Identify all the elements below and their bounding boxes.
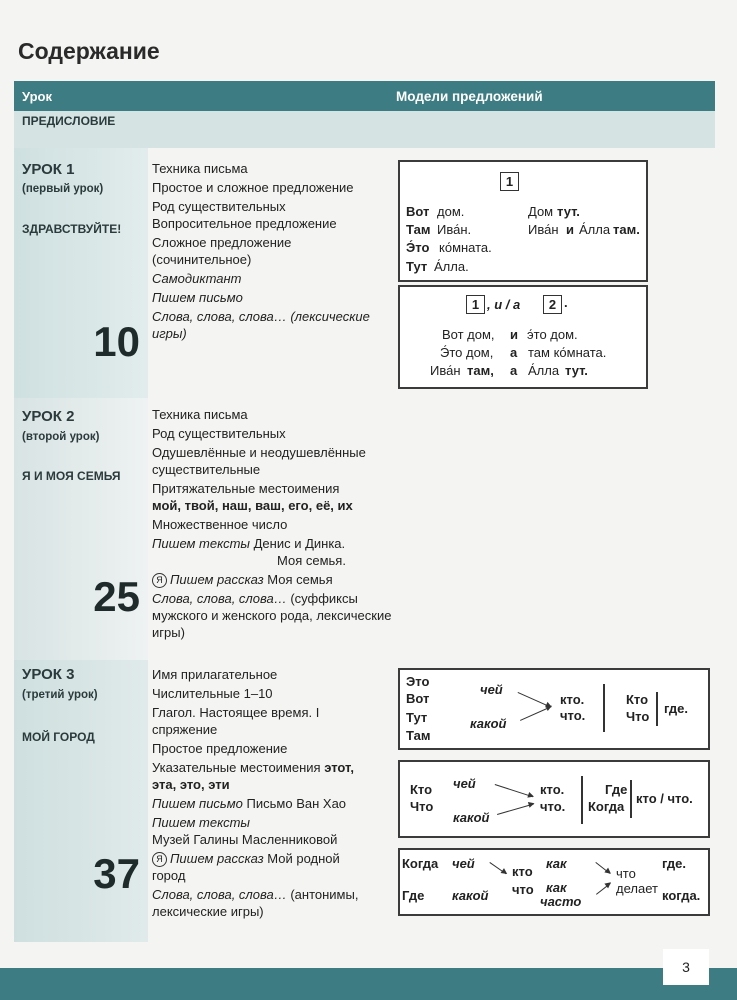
- word: Что: [626, 709, 650, 724]
- word: там,: [467, 363, 494, 378]
- topic: Род существительных: [152, 199, 286, 214]
- word: чей: [452, 856, 475, 871]
- topic: эта, это, эти: [152, 777, 230, 792]
- model-box-3: [398, 668, 710, 750]
- topic: Сложное предложение (сочинительное): [152, 235, 292, 267]
- lesson-2-sub: (второй урок): [22, 431, 100, 443]
- topic: (антонимы, лексические игры): [152, 887, 359, 920]
- word: как: [546, 880, 567, 895]
- model-box-1: [398, 160, 648, 282]
- word: какой: [470, 716, 507, 731]
- topic: Слова, слова, слова…: [152, 887, 287, 903]
- header-lesson: Урок: [22, 89, 52, 104]
- word: а: [510, 363, 518, 378]
- word: там.: [613, 222, 640, 237]
- arrow-icon: [497, 804, 534, 815]
- word: Там: [406, 728, 431, 743]
- lesson-2-head: УРОК 2: [22, 408, 75, 425]
- word: Ива́н.: [437, 222, 472, 237]
- word: Ива́н: [430, 363, 461, 378]
- topic: Простое предложение: [152, 741, 288, 756]
- arrow-icon: [595, 862, 610, 874]
- word: когда.: [662, 888, 701, 903]
- word: э́то дом.: [527, 327, 578, 342]
- model-number: 2: [543, 295, 562, 314]
- word: Вот дом,: [442, 327, 495, 342]
- lesson-3-cell: [14, 660, 148, 942]
- topic-line: [152, 535, 402, 552]
- topic: Пишем тексты: [152, 815, 250, 830]
- word: делает: [616, 881, 658, 896]
- word: там ко́мната.: [528, 345, 607, 360]
- topic: Вопросительное предложение: [152, 216, 337, 231]
- topic-line: [152, 590, 402, 641]
- topic-line: [152, 759, 392, 776]
- topic-line: [152, 795, 392, 812]
- lesson-3-name: МОЙ ГОРОД: [22, 730, 95, 744]
- conjunction: , и / а: [487, 297, 521, 312]
- topic: Моя семья: [267, 572, 333, 587]
- word: Что: [410, 799, 434, 814]
- word: .: [564, 295, 568, 310]
- topic: Моя семья.: [277, 553, 346, 568]
- lesson-2-page: 25: [93, 573, 140, 620]
- word: где.: [664, 701, 689, 716]
- word: что: [616, 866, 636, 881]
- word: ко́мната.: [439, 240, 492, 255]
- lesson-1-topics: [152, 160, 392, 344]
- word: Вот: [406, 691, 430, 706]
- lesson-2-cell: [14, 398, 148, 660]
- word: Когда: [588, 799, 625, 814]
- word: какой: [452, 888, 489, 903]
- table-header: [14, 81, 715, 111]
- model-box-2: [398, 285, 648, 389]
- word: а: [510, 345, 518, 360]
- topic-line: [152, 571, 402, 588]
- word: что: [512, 882, 534, 897]
- word: Это: [406, 674, 430, 689]
- divider: [603, 684, 605, 732]
- topic: Пишем письмо: [152, 290, 243, 305]
- lesson-1-cell: [14, 148, 148, 398]
- word: Кто: [626, 692, 649, 707]
- word: А́лла: [579, 222, 611, 237]
- topic: Самодиктант: [152, 271, 242, 286]
- topic: Мой родной город: [152, 851, 340, 884]
- word: А́лла.: [434, 259, 469, 274]
- topic: Денис и Динка.: [253, 536, 346, 551]
- topic: мой, твой, наш, ваш, его, её, их: [152, 498, 353, 513]
- topic: Род существительных: [152, 426, 286, 441]
- lesson-3-topics: [152, 666, 392, 922]
- word: Кто: [410, 782, 433, 797]
- topic: Письмо Ван Хао: [246, 796, 347, 811]
- divider: [656, 692, 658, 726]
- word: кто.: [560, 692, 585, 707]
- word: кто.: [540, 782, 565, 797]
- model-number: 1: [500, 172, 519, 191]
- topic: Техника письма: [152, 161, 248, 176]
- lesson-3-head: УРОК 3: [22, 666, 75, 683]
- arrow-icon: [489, 862, 506, 874]
- word: дом.: [437, 204, 465, 219]
- word: и: [510, 327, 518, 342]
- word: какой: [453, 810, 490, 825]
- word: Э́то дом,: [440, 345, 494, 360]
- topic: Множественное число: [152, 517, 288, 532]
- divider: [581, 776, 583, 824]
- topic-line: [152, 850, 372, 884]
- topic: Одушевлённые и неодушевлённые существительные: [152, 445, 366, 477]
- topic: (суффиксы мужского и женского рода, лексические игры): [152, 591, 392, 641]
- lesson-3-sub: (третий урок): [22, 689, 98, 701]
- word: Где: [402, 888, 425, 903]
- topic: этот,: [324, 760, 355, 775]
- page-title: Содержание: [18, 38, 160, 64]
- word: кто / что.: [636, 791, 693, 806]
- word: Дом: [528, 204, 554, 219]
- word: кто: [512, 864, 533, 879]
- word: чей: [453, 776, 476, 791]
- divider: [630, 780, 632, 818]
- word: тут.: [557, 204, 580, 219]
- word: где.: [662, 856, 687, 871]
- page-number: 3: [663, 949, 709, 985]
- word: Ива́н: [528, 222, 559, 237]
- topic: Пишем рассказ: [170, 572, 264, 587]
- arrow-icon: [495, 784, 533, 797]
- arrow-icon: [520, 706, 551, 721]
- word: чей: [480, 682, 503, 697]
- word: тут.: [565, 363, 588, 378]
- footer-bar: [0, 968, 737, 1000]
- word: Тут: [406, 710, 428, 725]
- topic: Имя прилагательное: [152, 667, 278, 682]
- word: как: [546, 856, 567, 871]
- lesson-2-topics: [152, 406, 402, 643]
- word: Где: [605, 782, 628, 797]
- word: что.: [560, 708, 586, 723]
- self-check-icon: Я: [152, 573, 167, 588]
- topic-line: [152, 886, 392, 920]
- word: часто: [540, 894, 582, 909]
- topic: Числительные 1–10: [152, 686, 273, 701]
- preface-label: ПРЕДИСЛОВИЕ: [22, 114, 116, 128]
- topic: Пишем рассказ: [170, 851, 264, 866]
- lesson-1-head: УРОК 1: [22, 161, 75, 178]
- word: Тут: [406, 259, 428, 274]
- word: что.: [540, 799, 566, 814]
- lesson-1-sub: (первый урок): [22, 183, 104, 195]
- word: А́лла: [528, 363, 560, 378]
- topic: Притяжательные местоимения: [152, 481, 340, 496]
- topic: Указательные местоимения: [152, 760, 321, 775]
- topic: Слова, слова, слова… (лексические игры): [152, 309, 370, 341]
- topic: Пишем письмо: [152, 796, 243, 811]
- lesson-3-page: 37: [93, 850, 140, 897]
- header-models: Модели предложений: [396, 89, 543, 104]
- self-check-icon: Я: [152, 852, 167, 867]
- preface-row: [14, 111, 715, 148]
- word: Там: [406, 222, 431, 237]
- word: и: [566, 222, 574, 237]
- topic: Простое и сложное предложение: [152, 180, 354, 195]
- word: Когда: [402, 856, 439, 871]
- topic: Слова, слова, слова…: [152, 591, 287, 607]
- model-box-4: [398, 760, 710, 838]
- model-box-5: [398, 848, 710, 916]
- lesson-2-name: Я И МОЯ СЕМЬЯ: [22, 469, 121, 483]
- topic: Пишем тексты: [152, 536, 250, 551]
- word: Э́то: [406, 240, 430, 255]
- lesson-1-page: 10: [93, 318, 140, 365]
- topic: Техника письма: [152, 407, 248, 422]
- arrow-icon: [596, 883, 611, 895]
- topic: Глагол. Настоящее время. I спряжение: [152, 705, 320, 737]
- lesson-1-name: ЗДРАВСТВУЙТЕ!: [22, 222, 122, 236]
- word: Вот: [406, 204, 430, 219]
- model-number: 1: [466, 295, 485, 314]
- topic: Музей Галины Масленниковой: [152, 832, 338, 847]
